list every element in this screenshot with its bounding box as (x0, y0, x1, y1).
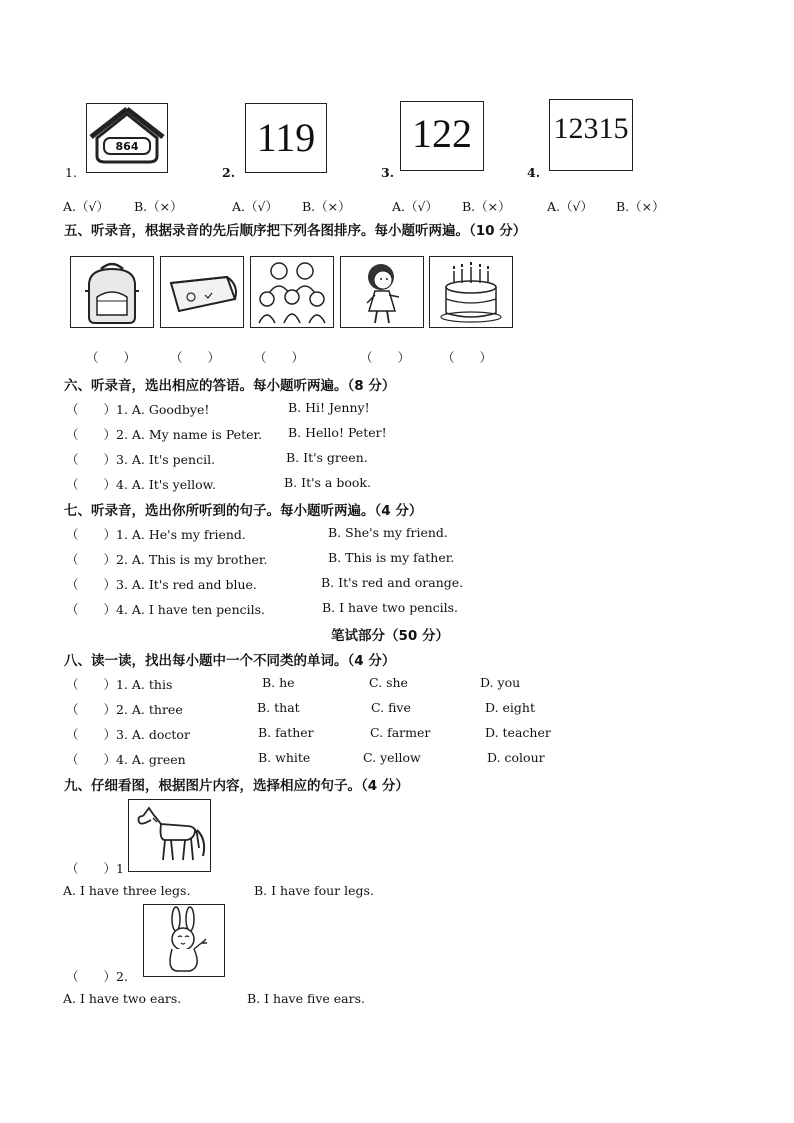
s6-option-b: B. It's a book. (284, 475, 371, 490)
rabbit-icon (144, 905, 224, 976)
rabbit-picture (143, 904, 225, 977)
s7-option-b: B. I have two pencils. (322, 600, 459, 615)
s4-option-b: B.（×） (462, 199, 511, 214)
schoolbag-picture (70, 256, 154, 328)
s7-option-b: B. This is my father. (328, 550, 455, 565)
girl-icon (341, 257, 423, 327)
s7-option-b: B. She's my friend. (328, 525, 448, 540)
s8-option-c: C. five (371, 700, 411, 715)
s8-option-d: D. colour (487, 750, 545, 765)
s6-question: （ ）2. A. My name is Peter. (66, 427, 263, 442)
horse-picture (128, 799, 211, 872)
order-blank[interactable]: （ ） (86, 350, 137, 365)
number-picture-122 (400, 101, 484, 171)
s9-question-1: （ ）1 (66, 861, 124, 876)
house-icon (87, 104, 167, 172)
s4-option-b: B.（×） (302, 199, 351, 214)
s6-question: （ ）3. A. It's pencil. (66, 452, 216, 467)
number-text: 122 (412, 111, 472, 156)
s4-num-3: 3. (381, 165, 395, 180)
pencil-case-picture (160, 256, 244, 328)
s9-question-2: （ ）2. (66, 969, 128, 984)
horse-icon (129, 800, 210, 871)
s7-question: （ ）3. A. It's red and blue. (66, 577, 257, 592)
family-picture (250, 256, 334, 328)
s9-option-b: B. I have four legs. (254, 883, 374, 898)
cake-icon (430, 257, 512, 327)
s6-option-b: B. Hello! Peter! (288, 425, 387, 440)
number-text: 119 (256, 115, 316, 160)
number-text: 12315 (553, 112, 629, 145)
s9-option-b: B. I have five ears. (247, 991, 365, 1006)
section6-title: 六、听录音，选出相应的答语。每小题听两遍。（8 分） (64, 378, 396, 394)
s4-option-a: A.（√） (232, 199, 278, 214)
section5-title: 五、听录音，根据录音的先后顺序把下列各图排序。每小题听两遍。（10 分） (64, 223, 527, 239)
s9-option-a: A. I have two ears. (63, 991, 182, 1006)
s8-option-c: C. yellow (363, 750, 421, 765)
order-blank[interactable]: （ ） (442, 350, 493, 365)
s4-option-b: B.（×） (616, 199, 665, 214)
house-number-picture (86, 103, 168, 173)
s8-question: （ ）2. A. three (66, 702, 183, 717)
s9-option-a: A. I have three legs. (63, 883, 191, 898)
order-blank[interactable]: （ ） (254, 350, 305, 365)
section9-title: 九、仔细看图，根据图片内容，选择相应的句子。（4 分） (64, 778, 409, 794)
order-blank[interactable]: （ ） (360, 350, 411, 365)
birthday-cake-picture (429, 256, 513, 328)
s8-question: （ ）4. A. green (66, 752, 186, 767)
s6-option-b: B. It's green. (286, 450, 368, 465)
s6-option-b: B. Hi! Jenny! (288, 400, 370, 415)
s4-num-1: 1. (65, 165, 77, 180)
schoolbag-icon (71, 257, 153, 327)
s4-option-b: B.（×） (134, 199, 183, 214)
s8-option-c: C. farmer (370, 725, 431, 740)
s8-option-b: B. that (257, 700, 300, 715)
section8-title: 八、读一读，找出每小题中一个不同类的单词。（4 分） (64, 653, 396, 669)
s8-option-b: B. father (258, 725, 314, 740)
s4-option-a: A.（√） (392, 199, 438, 214)
s8-option-d: D. teacher (485, 725, 551, 740)
s8-option-b: B. he (262, 675, 295, 690)
s4-option-a: A.（√） (63, 199, 109, 214)
s6-question: （ ）4. A. It's yellow. (66, 477, 216, 492)
number-picture-119 (245, 103, 327, 173)
s8-question: （ ）1. A. this (66, 677, 173, 692)
section7-title: 七、听录音，选出你所听到的句子。每小题听两遍。（4 分） (64, 503, 423, 519)
number-picture-12315 (549, 99, 633, 171)
family-icon (251, 257, 333, 327)
pencil-case-icon (161, 257, 243, 327)
house-number-text: 864 (115, 140, 139, 153)
s8-option-d: D. eight (485, 700, 535, 715)
s7-question: （ ）4. A. I have ten pencils. (66, 602, 265, 617)
s8-option-b: B. white (258, 750, 311, 765)
order-blank[interactable]: （ ） (170, 350, 221, 365)
s4-num-2: 2. (222, 165, 236, 180)
s4-num-4: 4. (527, 165, 541, 180)
written-part-title: 笔试部分（50 分） (331, 628, 449, 644)
s8-option-d: D. you (480, 675, 521, 690)
girl-picture (340, 256, 424, 328)
s8-question: （ ）3. A. doctor (66, 727, 190, 742)
s4-option-a: A.（√） (547, 199, 593, 214)
s8-option-c: C. she (369, 675, 408, 690)
s7-question: （ ）2. A. This is my brother. (66, 552, 268, 567)
s6-question: （ ）1. A. Goodbye! (66, 402, 210, 417)
s7-option-b: B. It's red and orange. (321, 575, 464, 590)
s7-question: （ ）1. A. He's my friend. (66, 527, 246, 542)
